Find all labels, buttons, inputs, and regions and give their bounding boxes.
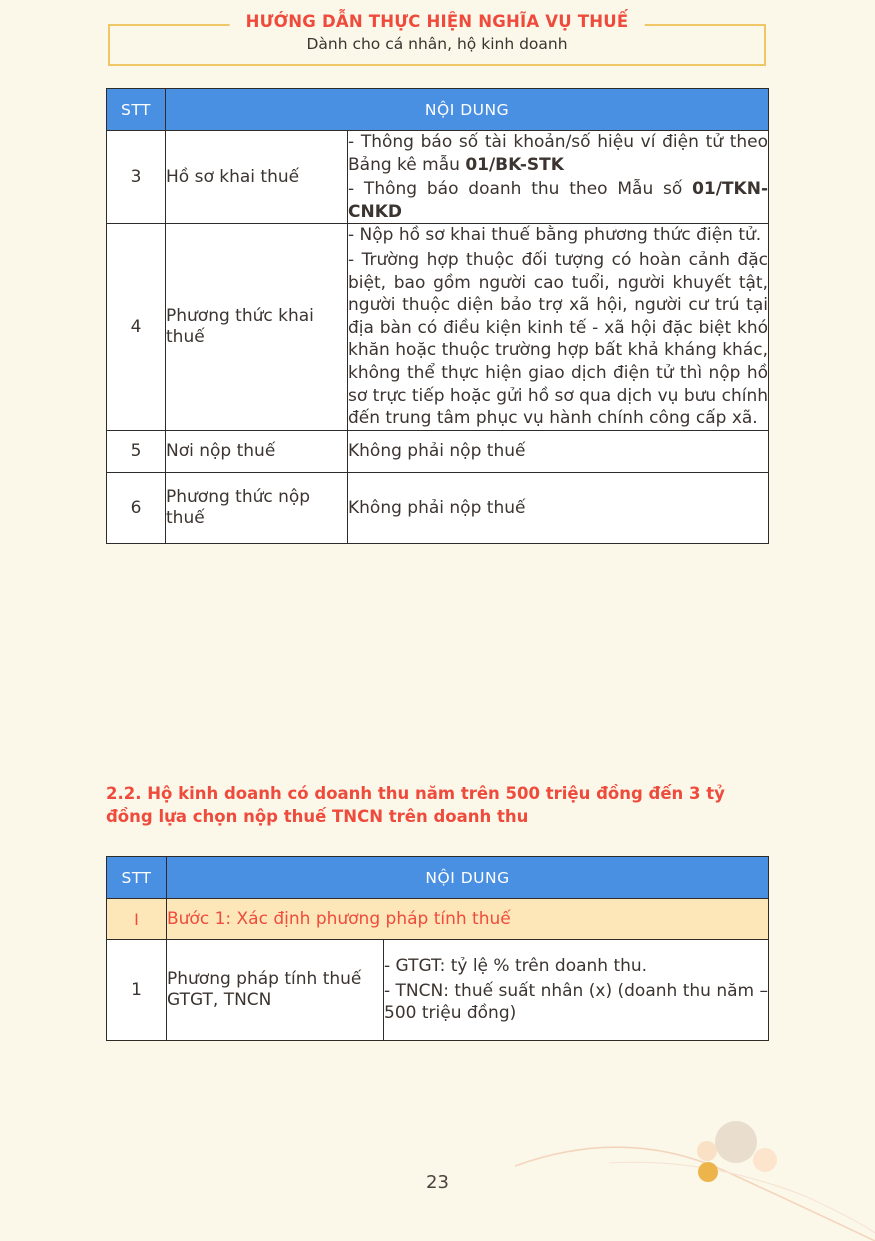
row-number: 5 [107,430,166,472]
row-content [348,224,769,430]
corner-decoration [475,1091,875,1241]
row-number: 1 [107,940,167,1041]
table-row [107,430,769,472]
content-line: Không phải nộp thuế [348,497,526,518]
decor-circle-small [697,1141,717,1161]
tax-obligations-table [106,88,769,544]
table-header-row [107,89,769,131]
row-label: Phương pháp tính thuế GTGT, TNCN [167,940,384,1041]
row-content [348,472,769,543]
table-row [107,224,769,430]
decor-circle-medium [753,1148,777,1172]
row-content [384,940,769,1041]
column-header-noi-dung: NỘI DUNG [166,89,769,131]
table-row [107,472,769,543]
content-line: - Thông báo doanh thu theo Mẫu số [348,179,693,200]
row-content [348,131,769,224]
decor-circle-large [715,1121,757,1163]
section-heading: 2.2. Hộ kinh doanh có doanh thu năm trên 500 triệu đồng đến 3 tỷ đồng lựa chọn nộp thuế TNCN trên doanh thu [106,784,725,827]
content-line: - Nộp hồ sơ khai thuế bằng phương thức điện tử. [348,225,762,246]
step-row [107,899,769,940]
form-code: 01/BK-STK [465,154,564,175]
content-line: - Trường hợp thuộc đối tượng có hoàn cảnh đặc biệt, bao gồm người cao tuổi, người khuyết tật, người thuộc diện bảo trợ xã hội, người cư trú tại địa bàn có điều kiện kinh tế - xã hội đặc biệt khó khăn hoặc thuộc trường hợp bất khả kháng khác, không thể thực hiện giao dịch điện tử thì nộp hồ sơ trực tiếp hoặc gửi hồ sơ qua dịch vụ bưu chính đến trung tâm phục vụ hành chính công cấp xã. [348,250,768,429]
row-content [348,430,769,472]
step-label: Bước 1: Xác định phương pháp tính thuế [167,899,769,940]
step-number: I [107,899,167,940]
form-code: 01/TKN-CNKD [348,179,768,222]
row-number: 4 [107,224,166,430]
column-header-stt: STT [107,89,166,131]
row-label: Phương thức nộp thuế [166,472,348,543]
column-header-noi-dung: NỘI DUNG [167,857,769,899]
column-header-stt: STT [107,857,167,899]
content-line: - TNCN: thuế suất nhân (x) (doanh thu năm – 500 triệu đồng) [384,980,768,1024]
decor-arc-outer [515,1147,875,1241]
row-number: 6 [107,472,166,543]
row-label: Nơi nộp thuế [166,430,348,472]
content-line: - Thông báo số tài khoản/số hiệu ví điện tử theo Bảng kê mẫu [348,132,768,175]
page-header [108,12,766,66]
page-number: 23 [426,1172,449,1193]
content-line: Không phải nộp thuế [348,441,526,462]
row-label: Phương thức khai thuế [166,224,348,430]
row-label: Hồ sơ khai thuế [166,131,348,224]
table-header-row [107,857,769,899]
content-line: - GTGT: tỷ lệ % trên doanh thu. [384,956,648,977]
table-row [107,940,769,1041]
header-title: HƯỚNG DẪN THỰC HIỆN NGHĨA VỤ THUẾ [230,12,645,31]
revenue-method-table [106,856,769,1041]
table-row [107,131,769,224]
row-number: 3 [107,131,166,224]
header-subtitle: Dành cho cá nhân, hộ kinh doanh [306,35,568,53]
